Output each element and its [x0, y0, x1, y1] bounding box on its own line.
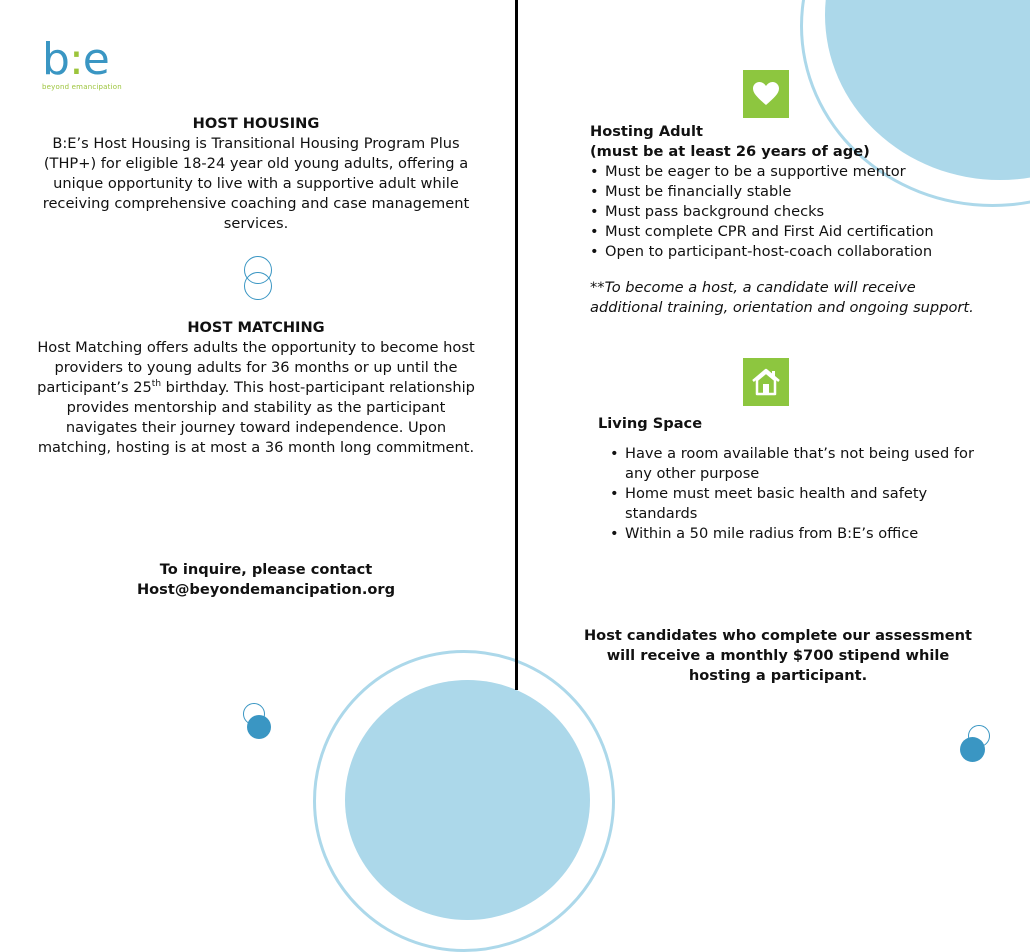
host-matching-title: HOST MATCHING [187, 319, 325, 336]
living-space-title: Living Space [598, 415, 703, 432]
hosting-adult-title: Hosting Adult [590, 123, 703, 140]
house-icon [743, 358, 789, 406]
decorative-small-dot-right [960, 737, 985, 762]
decorative-ring-bottom [313, 650, 615, 952]
list-item: • Must complete CPR and First Aid certification [605, 222, 934, 242]
contact-line: To inquire, please contact [159, 561, 373, 578]
host-housing-section [30, 114, 482, 234]
host-housing-title: HOST HOUSING [192, 115, 320, 132]
logo-mark: b:e [42, 34, 109, 85]
stipend-statement: Host candidates who complete our assessment will receive a monthly $700 stipend while hosting a participant. [583, 627, 973, 684]
host-matching-section [30, 318, 482, 458]
list-item: • Must pass background checks [605, 202, 934, 222]
hosting-adult-subtitle: (must be at least 26 years of age) [590, 143, 870, 160]
hosting-adult-section [590, 122, 934, 262]
interlocking-rings-icon [243, 256, 275, 302]
list-item: • Have a room available that’s not being used for any other purpose [625, 444, 978, 484]
host-training-note: **To become a host, a candidate will receive additional training, orientation and ongoing support. [590, 279, 974, 316]
host-housing-body: B:E’s Host Housing is Transitional Housing Program Plus (THP+) for eligible 18-24 year old young adults, offering a unique opportunity to live with a supportive adult while receiving comprehensive coaching and case management services. [42, 135, 470, 232]
logo-tagline: beyond emancipation [42, 83, 122, 91]
list-item: • Must be eager to be a supportive mentor [605, 162, 934, 182]
host-matching-body: Host Matching offers adults the opportunity to become host providers to young adults for 36 months or up until the participant’s 25th birthday. This host-participant relationship provides mentorship and stability as the participant navigates their journey toward independence. Upon matching, hosting is at most a 36 month long commitment. [37, 339, 475, 456]
list-item: • Must be financially stable [605, 182, 934, 202]
hosting-adult-list [590, 162, 934, 262]
decorative-small-dot-left [247, 715, 271, 739]
contact-email[interactable]: Host@beyondemancipation.org [136, 581, 396, 598]
list-item: • Open to participant-host-coach collaboration [605, 242, 934, 262]
living-space-list [598, 444, 978, 544]
heart-icon [743, 70, 789, 118]
page-divider [515, 0, 518, 690]
logo [42, 34, 122, 91]
living-space-section [598, 414, 978, 544]
list-item: • Home must meet basic health and safety standards [625, 484, 978, 524]
list-item: • Within a 50 mile radius from B:E’s office [625, 524, 978, 544]
contact-block [30, 560, 502, 600]
